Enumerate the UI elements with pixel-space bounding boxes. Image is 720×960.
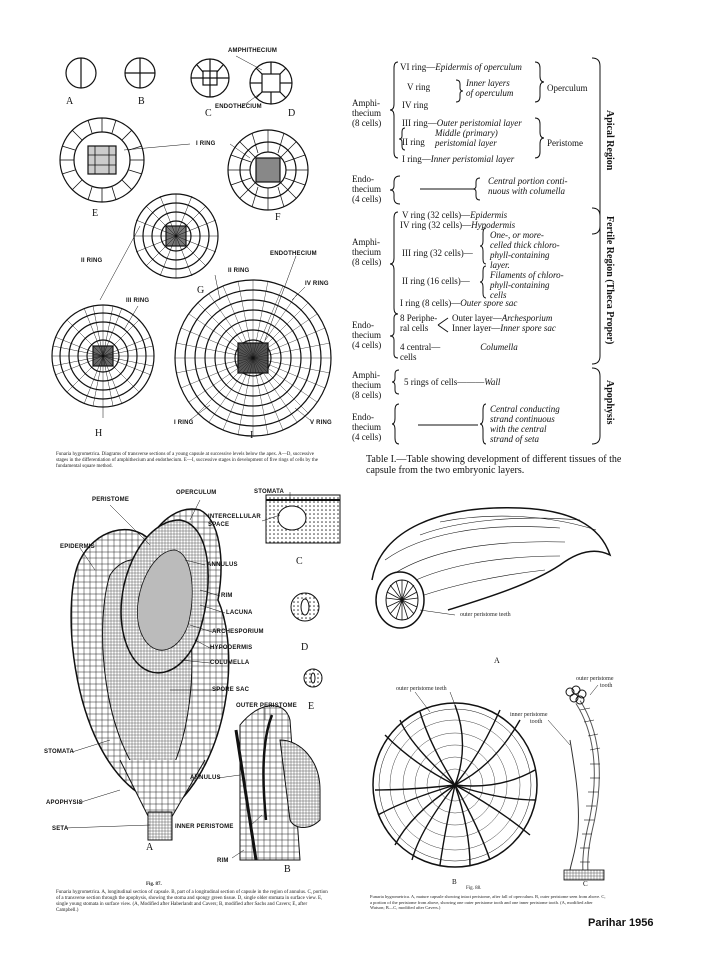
letter-a: A xyxy=(66,96,74,107)
row-f-phyll2: phyll-containing xyxy=(490,280,550,290)
row-g-periph: 8 Periphe- xyxy=(400,313,438,323)
letter-b-disc: B xyxy=(452,878,457,886)
letter-h: H xyxy=(95,428,103,439)
label-outer-teeth-b: outer peristome teeth xyxy=(396,686,447,692)
label-rim-b: RIM xyxy=(217,858,229,864)
label-inner-tooth: inner peristome xyxy=(510,712,548,718)
row-k-central: Central conducting xyxy=(490,404,560,414)
group-amphi-3b: thecium xyxy=(352,380,381,390)
label-operculum: Operculum xyxy=(547,83,588,93)
group-amphi-1b: thecium xyxy=(352,108,381,118)
letter-e-long: E xyxy=(308,701,315,712)
label-inner-peristome: INNER PERISTOME xyxy=(175,824,234,830)
table-caption: Table I.—Table showing development of different tissues of the capsule from the two embryonic layers. xyxy=(366,454,622,476)
letter-b-long: B xyxy=(284,864,291,875)
row-of-operculum: of operculum xyxy=(466,88,514,98)
label-tooth: tooth xyxy=(600,683,613,689)
row-middle: Middle (primary) xyxy=(435,128,498,138)
row-f-ii-ring: II ring (16 cells)— xyxy=(402,276,470,286)
label-columella: COLUMELLA xyxy=(210,660,250,666)
group-endo-1a: Endo- xyxy=(352,174,374,184)
row-g-cells: cells xyxy=(400,352,417,362)
label-annulus: ANNULUS xyxy=(207,562,238,568)
caption-transverse: Funaria hygrometrica. Diagrams of transverse sections of a young capsule at successive levels below the apex. A—D, successive stages in the differentiation of amphithecium and endothecium. E—I, successive stages in development of five rings of cells by the fundamental square method. xyxy=(56,452,318,469)
row-f-filaments: Filaments of chloro- xyxy=(490,270,564,280)
row-f-one: One-, or more- xyxy=(490,230,544,240)
label-endothecium-i: ENDOTHECIUM xyxy=(270,251,317,257)
letter-d-long: D xyxy=(301,642,309,653)
group-amphi-1a: Amphi- xyxy=(352,98,380,108)
label-outer-peristome: OUTER PERISTOME xyxy=(236,703,297,709)
row-g-ral: ral cells xyxy=(400,323,429,333)
label-ii-ring-g: II RING xyxy=(228,268,250,274)
fig-87-label: Fig. 87. xyxy=(146,882,162,887)
label-stomata: STOMATA xyxy=(44,749,75,755)
caption-mature: Funaria hygrometrica. A, mature capsule showing intact peristome, after fall of operculum. B, outer peristome seen from above. C, a portion of the peristome from above, showing one outer peristome tooth and one inner peristome tooth. (A, modified after Watson; B—C, modified after Cavers.) xyxy=(370,894,606,910)
row-g-central: 4 central— Columella xyxy=(400,342,518,352)
letter-c-tooth: C xyxy=(583,880,588,888)
label-ii-ring-h: II RING xyxy=(81,258,103,264)
label-intercellular: INTERCELLULAR xyxy=(208,514,261,520)
row-f-layer: layer. xyxy=(490,260,510,270)
label-iv-ring: IV RING xyxy=(305,281,329,287)
group-amphi-2a: Amphi- xyxy=(352,237,380,247)
group-amphi-3c: (8 cells) xyxy=(352,390,382,400)
row-vi-ring: VI ring—Epidermis of operculum xyxy=(400,62,522,72)
row-f-phyll: phyll-containing xyxy=(490,250,550,260)
label-epidermis: EPIDERMIS xyxy=(60,544,95,550)
label-amphithecium: AMPHITHECIUM xyxy=(228,48,278,54)
label-outer-teeth-a: outer peristome teeth xyxy=(460,612,511,618)
row-i-ring: I ring—Inner peristomial layer xyxy=(402,154,515,164)
label-endothecium: ENDOTHECIUM xyxy=(215,104,262,110)
label-annulus-b: ANNULUS xyxy=(190,775,221,781)
row-inner-layers: Inner layers xyxy=(466,78,510,88)
row-f-iii-ring: III ring (32 cells)— xyxy=(402,248,473,258)
label-tooth2: tooth xyxy=(530,719,543,725)
fig-88-label: Fig. 88. xyxy=(466,886,482,891)
label-outer-tooth: outer peristome xyxy=(576,676,614,682)
group-endo-2c: (4 cells) xyxy=(352,340,382,350)
label-i-ring-i: I RING xyxy=(174,420,194,426)
row-peristomial: peristomial layer xyxy=(435,138,497,148)
label-operculum: OPERCULUM xyxy=(176,490,217,496)
group-endo-3b: thecium xyxy=(352,422,381,432)
row-f-i-ring: I ring (8 cells)—Outer spore sac xyxy=(400,298,518,308)
row-v-ring: V ring xyxy=(407,82,431,92)
label-spore-sac: SPORE SAC xyxy=(212,687,250,693)
label-lacuna: LACUNA xyxy=(226,610,253,616)
row-g-outer: Outer layer—Archesporium xyxy=(452,313,553,323)
row-ii-ring: II ring xyxy=(402,137,425,147)
row-central-portion: Central portion conti- xyxy=(488,176,568,186)
letter-b: B xyxy=(138,96,145,107)
letter-f: F xyxy=(275,212,281,223)
label-hypodermis: HYPODERMIS xyxy=(210,645,253,651)
group-amphi-3a: Amphi- xyxy=(352,370,380,380)
label-peristome: PERISTOME xyxy=(92,497,130,503)
group-endo-2b: thecium xyxy=(352,330,381,340)
label-rim: RIM xyxy=(221,593,233,599)
letter-a-long: A xyxy=(146,842,154,853)
group-amphi-2b: thecium xyxy=(352,247,381,257)
credit-label: Parihar 1956 xyxy=(588,917,654,929)
group-amphi-2c: (8 cells) xyxy=(352,257,382,267)
label-archesporium: ARCHESPORIUM xyxy=(212,629,264,635)
row-iv-ring: IV ring xyxy=(402,100,429,110)
label-stomata-c: STOMATA xyxy=(254,489,285,495)
letter-c: C xyxy=(205,108,212,119)
group-endo-2a: Endo- xyxy=(352,320,374,330)
row-f-celled: celled thick chloro- xyxy=(490,240,560,250)
letter-e: E xyxy=(92,208,99,219)
row-continuous: nuous with columella xyxy=(488,186,565,196)
row-k-seta: strand of seta xyxy=(490,434,540,444)
row-f-v-ring: V ring (32 cells)—Epidermis xyxy=(402,210,508,220)
caption-longitudinal: Funaria hygrometrica. A, longitudinal section of capsule. B, part of a longitudinal section of capsule in the region of annulus. C, portion of a transverse section through the apophysis, showing the stoma and spongy green tissue. D, single older stomata in surface view. E, single young stomata in surface view. (A, Modified after Haberlandt and Cavers; B, modified after Sachs and Cavers; E, after Campbell.) xyxy=(56,890,328,913)
letter-i: I xyxy=(250,430,254,441)
letter-c-long: C xyxy=(296,556,303,567)
section-apical: Apical Region xyxy=(604,110,615,171)
row-g-inner: Inner layer—Inner spore sac xyxy=(452,323,556,333)
group-endo-1b: thecium xyxy=(352,184,381,194)
label-seta: SETA xyxy=(52,826,69,832)
letter-d: D xyxy=(288,108,296,119)
letter-g: G xyxy=(197,285,205,296)
section-apophysis: Apophysis xyxy=(604,380,615,425)
label-v-ring: V RING xyxy=(310,420,332,426)
label-i-ring: I RING xyxy=(196,141,216,147)
row-h-rings: 5 rings of cells———Wall xyxy=(404,377,501,387)
label-apophysis: APOPHYSIS xyxy=(46,800,83,806)
section-fertile: Fertile Region (Theca Proper) xyxy=(604,216,615,345)
row-iii-ring: III ring—Outer peristomial layer xyxy=(402,118,522,128)
group-endo-1c: (4 cells) xyxy=(352,194,382,204)
group-endo-3a: Endo- xyxy=(352,412,374,422)
row-k-with: with the central xyxy=(490,424,547,434)
group-amphi-1c: (8 cells) xyxy=(352,118,382,128)
label-peristome: Peristome xyxy=(547,138,583,148)
row-f-cells: cells xyxy=(490,290,507,300)
row-f-iv-ring: IV ring (32 cells)—Hypodermis xyxy=(400,220,516,230)
label-iii-ring: III RING xyxy=(126,298,150,304)
group-endo-3c: (4 cells) xyxy=(352,432,382,442)
row-k-strand: strand continuous xyxy=(490,414,555,424)
label-space: SPACE xyxy=(208,522,230,528)
letter-a-capsule: A xyxy=(494,656,500,665)
